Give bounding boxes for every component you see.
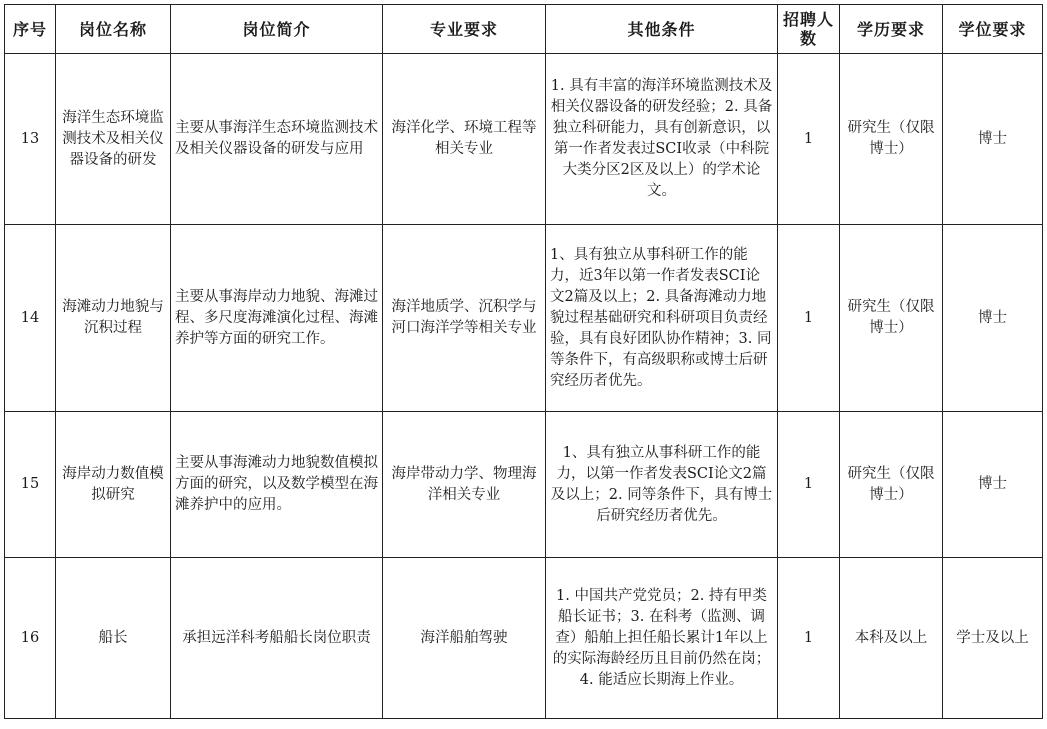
table-row — [5, 225, 1043, 412]
cell-education-requirement: 研究生（仅限博士） — [840, 412, 943, 558]
cell-serial-number: 16 — [5, 558, 56, 719]
header-major-requirement: 专业要求 — [383, 5, 546, 54]
table-row — [5, 54, 1043, 225]
cell-position-name: 船长 — [56, 558, 171, 719]
cell-degree-requirement: 博士 — [943, 412, 1043, 558]
cell-major-requirement: 海洋化学、环境工程等相关专业 — [383, 54, 546, 225]
cell-education-requirement: 研究生（仅限博士） — [840, 225, 943, 412]
cell-major-requirement: 海洋地质学、沉积学与河口海洋学等相关专业 — [383, 225, 546, 412]
header-position-name: 岗位名称 — [56, 5, 171, 54]
cell-degree-requirement: 博士 — [943, 225, 1043, 412]
cell-other-conditions: 1. 中国共产党党员；2. 持有甲类船长证书；3. 在科考（监测、调查）船舶上担任船长累计1年以上的实际海龄经历且目前仍然在岗；4. 能适应长期海上作业。 — [546, 558, 778, 719]
cell-serial-number: 13 — [5, 54, 56, 225]
cell-other-conditions: 1、具有独立从事科研工作的能力，以第一作者发表SCI论文2篇及以上；2. 同等条件下，具有博士后研究经历者优先。 — [546, 412, 778, 558]
cell-serial-number: 14 — [5, 225, 56, 412]
cell-position-intro: 主要从事海岸动力地貌、海滩过程、多尺度海滩演化过程、海滩养护等方面的研究工作。 — [171, 225, 383, 412]
cell-serial-number: 15 — [5, 412, 56, 558]
cell-degree-requirement: 博士 — [943, 54, 1043, 225]
cell-education-requirement: 研究生（仅限博士） — [840, 54, 943, 225]
cell-hiring-count: 1 — [778, 54, 840, 225]
header-education-requirement: 学历要求 — [840, 5, 943, 54]
header-other-conditions: 其他条件 — [546, 5, 778, 54]
cell-hiring-count: 1 — [778, 412, 840, 558]
table-row — [5, 412, 1043, 558]
header-position-intro: 岗位简介 — [171, 5, 383, 54]
cell-degree-requirement: 学士及以上 — [943, 558, 1043, 719]
cell-other-conditions: 1、具有独立从事科研工作的能力，近3年以第一作者发表SCI论文2篇及以上；2. 具备海滩动力地貌过程基础研究和科研项目负责经验，具有良好团队协作精神；3. 同等条件下，有高级职称或博士后研究经历者优先。 — [546, 225, 778, 412]
header-degree-requirement: 学位要求 — [943, 5, 1043, 54]
cell-major-requirement: 海岸带动力学、物理海洋相关专业 — [383, 412, 546, 558]
recruitment-table — [4, 4, 1043, 719]
cell-hiring-count: 1 — [778, 558, 840, 719]
cell-major-requirement: 海洋船舶驾驶 — [383, 558, 546, 719]
header-serial-number: 序号 — [5, 5, 56, 54]
header-hiring-count: 招聘人数 — [778, 5, 840, 54]
cell-position-intro: 主要从事海滩动力地貌数值模拟方面的研究，以及数学模型在海滩养护中的应用。 — [171, 412, 383, 558]
cell-education-requirement: 本科及以上 — [840, 558, 943, 719]
cell-other-conditions: 1. 具有丰富的海洋环境监测技术及相关仪器设备的研发经验；2. 具备独立科研能力，具有创新意识，以第一作者发表过SCI收录（中科院大类分区2区及以上）的学术论文。 — [546, 54, 778, 225]
cell-position-name: 海岸动力数值模拟研究 — [56, 412, 171, 558]
cell-position-name: 海滩动力地貌与沉积过程 — [56, 225, 171, 412]
cell-hiring-count: 1 — [778, 225, 840, 412]
cell-position-intro: 主要从事海洋生态环境监测技术及相关仪器设备的研发与应用 — [171, 54, 383, 225]
cell-position-name: 海洋生态环境监测技术及相关仪器设备的研发 — [56, 54, 171, 225]
table-header-row — [5, 5, 1043, 54]
table-row — [5, 558, 1043, 719]
cell-position-intro: 承担远洋科考船船长岗位职责 — [171, 558, 383, 719]
